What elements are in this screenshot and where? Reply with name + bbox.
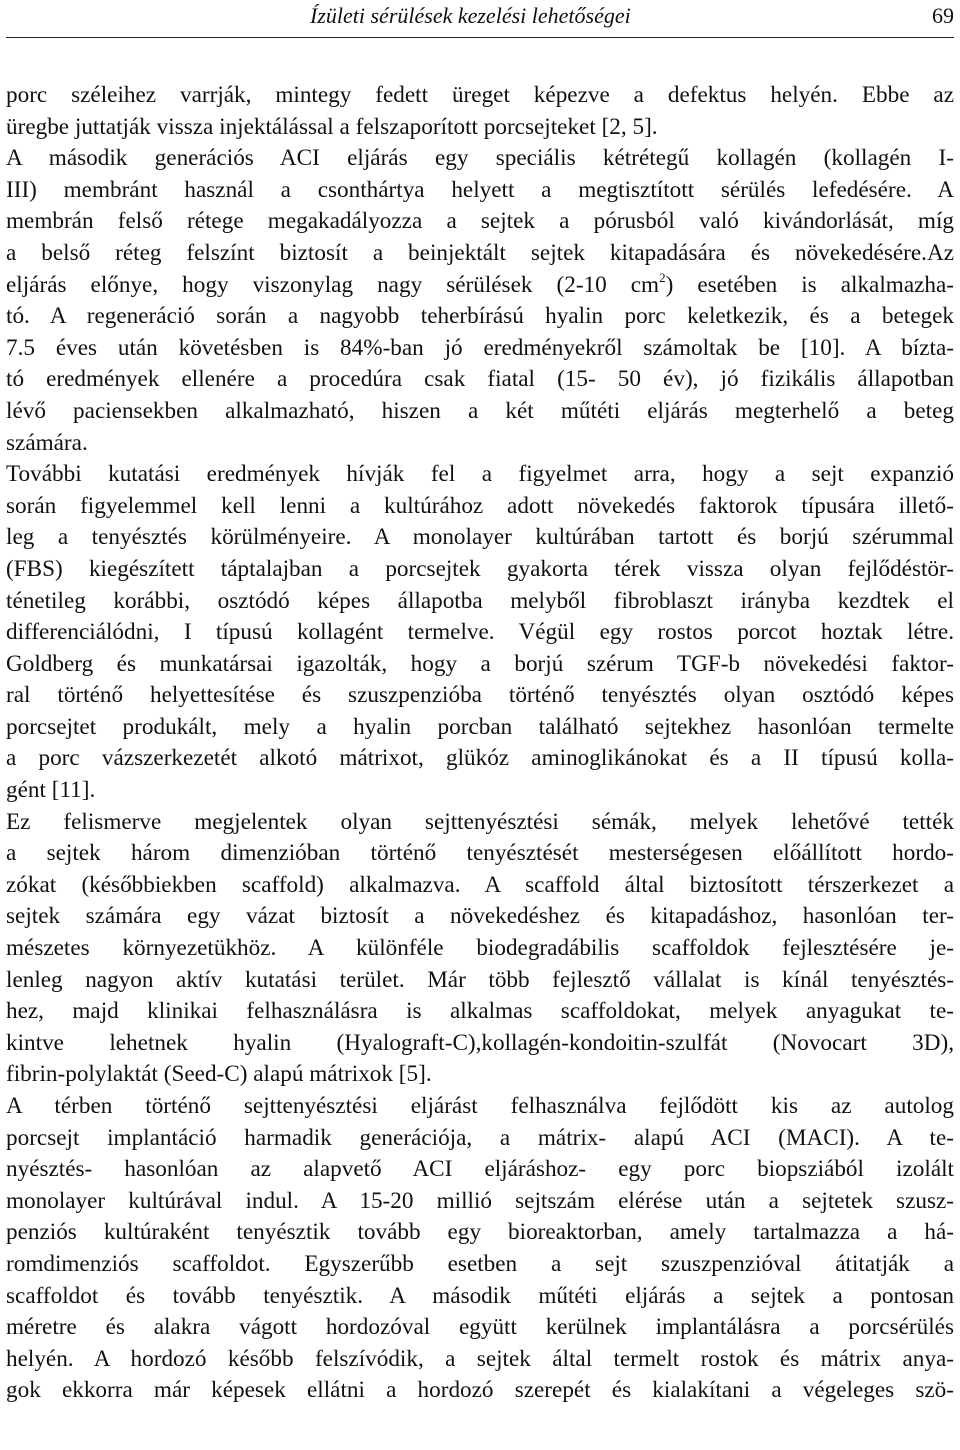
text-line: számára.	[6, 429, 88, 456]
text-line: III) membránt használ a csonthártya helyett a megtisztított sérülés lefedésére. A	[6, 176, 954, 203]
text-line: a sejtek három dimenzióban történő tenyésztését mesterségesen előállított hordo-	[6, 840, 954, 867]
text-line: differenciálódni, I típusú kollagént termelve. Végül egy rostos porcot hoztak létre.	[6, 619, 954, 646]
text-line: méretre és alakra vágott hordozóval együtt kerülnek implantálásra a porcsérülés	[6, 1314, 954, 1341]
text-line: membrán felső rétege megakadályozza a sejtek a pórusból való kivándorlását, míg	[6, 208, 954, 235]
text-line: (FBS) kiegészített táptalajban a porcsejtek gyakorta térek vissza olyan fejlődéstör-	[6, 555, 954, 582]
text-line: a belső réteg felszínt biztosít a beinjektált sejtek kitapadására és növekedésére.Az	[6, 239, 954, 266]
text-line: gok ekkorra már képesek ellátni a hordozó szerepét és kialakítani a végeleges szö-	[6, 1377, 954, 1404]
text-line: porcsejt implantáció harmadik generációja, a mátrix- alapú ACI (MACI). A te-	[6, 1124, 954, 1151]
body-text	[6, 80, 954, 1407]
superscript: 2	[659, 269, 666, 285]
text-line: lévő paciensekben alkalmazható, hiszen a két műtéti eljárás megterhelő a beteg	[6, 397, 954, 424]
text-line: További kutatási eredmények hívják fel a figyelmet arra, hogy a sejt expanzió	[6, 461, 954, 488]
text-line: ral történő helyettesítése és szuszpenzióba történő tenyésztés olyan osztódó képes	[6, 682, 954, 709]
text-segment: ) esetében is alkalmazha-	[665, 271, 955, 298]
text-line: Goldberg és munkatársai igazolták, hogy a borjú szérum TGF-b növekedési faktor-	[6, 650, 954, 677]
text-line: ténetileg korábbi, osztódó képes állapotba melyből fibroblaszt irányba kezdtek el	[6, 587, 954, 614]
text-line: üregbe juttatják vissza injektálással a felszaporított porcsejteket [2, 5].	[6, 113, 658, 140]
text-line: gént [11].	[6, 777, 96, 804]
text-line: scaffoldot és tovább tenyésztik. A második műtéti eljárás a sejtek a pontosan	[6, 1282, 954, 1309]
text-line: helyén. A hordozó később felszívódik, a sejtek által termelt rostok és mátrix anya-	[6, 1345, 954, 1372]
text-line: porcsejtet produkált, mely a hyalin porcban található sejtekhez hasonlóan termelte	[6, 713, 954, 740]
text-line: A második generációs ACI eljárás egy speciális kétrétegű kollagén (kollagén I-	[6, 145, 954, 172]
text-line: mészetes környezetükhöz. A különféle biodegradábilis scaffoldok fejlesztésére je-	[6, 935, 954, 962]
text-line: sejtek számára egy vázat biztosít a növekedéshez és kitapadáshoz, hasonlóan ter-	[6, 903, 954, 930]
text-line: hez, majd klinikai felhasználásra is alkalmas scaffoldokat, melyek anyagukat te-	[6, 998, 954, 1025]
text-line	[6, 270, 954, 302]
text-line: monolayer kultúrával indul. A 15-20 millió sejtszám elérése után a sejtetek szusz-	[6, 1187, 954, 1214]
text-line: romdimenziós scaffoldot. Egyszerűbb esetben a sejt szuszpenzióval átitatják a	[6, 1250, 954, 1277]
text-line: lenleg nagyon aktív kutatási terület. Már több fejlesztő vállalat is kínál tenyésztés-	[6, 966, 954, 993]
text-line: fibrin-polylaktát (Seed-C) alapú mátrixok [5].	[6, 1061, 432, 1088]
header-rule	[6, 37, 954, 38]
text-line: 7.5 éves után követésben is 84%-ban jó eredményekről számoltak be [10]. A bízta-	[6, 334, 954, 361]
text-line: leg a tenyésztés körülményeire. A monolayer kultúrában tartott és borjú szérummal	[6, 524, 954, 551]
text-line: tó eredmények ellenére a procedúra csak fiatal (15- 50 év), jó fizikális állapotban	[6, 366, 954, 393]
text-segment: eljárás előnye, hogy viszonylag nagy sérülések (2-10 cm	[6, 271, 660, 298]
text-line: A térben történő sejttenyésztési eljárást felhasználva fejlődött kis az autolog	[6, 1093, 954, 1119]
text-line: penziós kultúraként tenyésztik tovább egy bioreaktorban, amely tartalmazza a há-	[6, 1219, 954, 1246]
running-title: Ízületi sérülések kezelési lehetőségei	[310, 3, 631, 28]
text-line: nyésztés- hasonlóan az alapvető ACI eljáráshoz- egy porc biopsziából izolált	[6, 1156, 954, 1183]
text-line: a porc vázszerkezetét alkotó mátrixot, glükóz aminoglikánokat és a II típusú kolla-	[6, 745, 954, 772]
text-line: során figyelemmel kell lenni a kultúrához adott növekedés faktorok típusára illető-	[6, 492, 954, 519]
page-header	[0, 0, 960, 40]
text-line: tó. A regeneráció során a nagyobb teherbírású hyalin porc keletkezik, és a betegek	[6, 303, 954, 330]
page-number: 69	[932, 3, 954, 28]
text-line: zókat (későbbiekben scaffold) alkalmazva. A scaffold által biztosított térszerkezet a	[6, 871, 954, 898]
text-line: Ez felismerve megjelentek olyan sejttenyésztési sémák, melyek lehetővé tették	[6, 808, 954, 835]
text-line: porc széleihez varrják, mintegy fedett üreget képezve a defektus helyén. Ebbe az	[6, 82, 954, 108]
text-line: kintve lehetnek hyalin (Hyalograft-C),kollagén-kondoitin-szulfát (Novocart 3D),	[6, 1029, 954, 1056]
